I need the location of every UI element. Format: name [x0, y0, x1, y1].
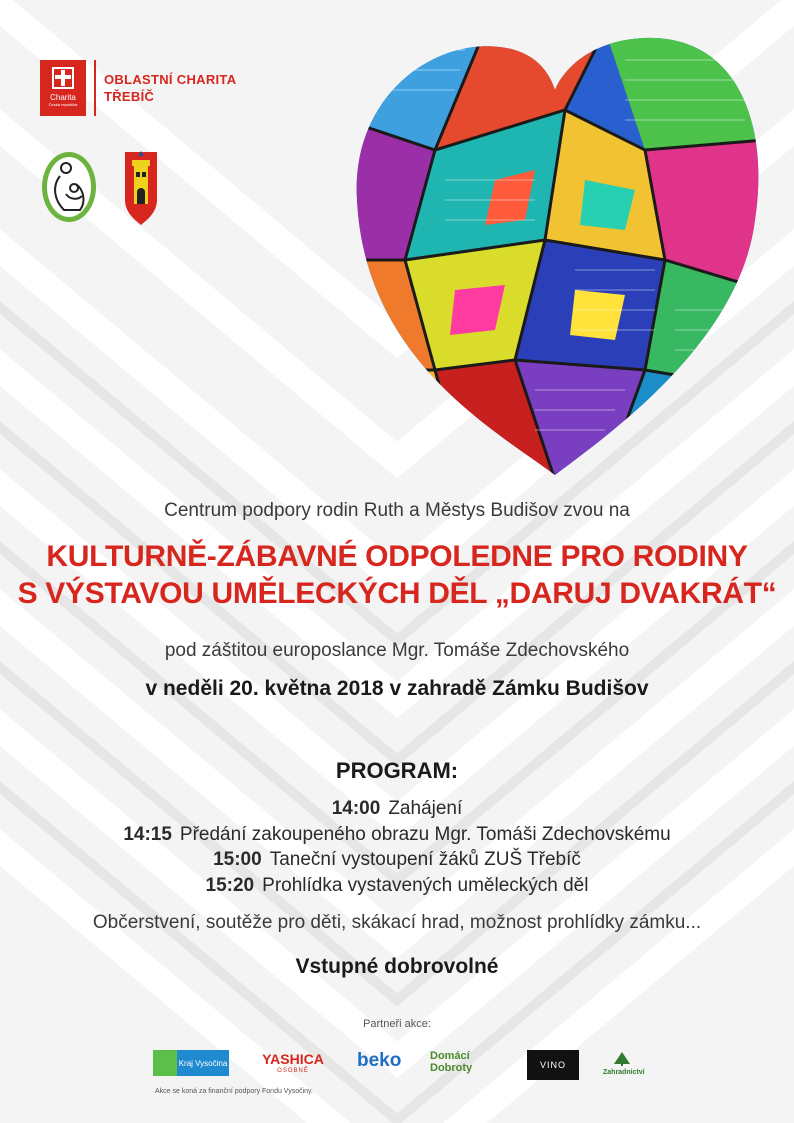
charita-mark-text: Charita: [50, 93, 76, 102]
yashica-logo: [256, 1052, 330, 1075]
charita-logo: [40, 60, 236, 116]
event-headline: [0, 538, 794, 612]
headline-line1: KULTURNĚ-ZÁBAVNÉ ODPOLEDNE PRO RODINY: [46, 540, 748, 573]
zahradnictvi-logo: [603, 1052, 645, 1077]
yashica-subtext: OSOBNĚ: [277, 1068, 309, 1074]
kraj-vysocina-logo: [153, 1050, 229, 1076]
charita-name: [104, 71, 236, 105]
beko-logo: beko: [357, 1050, 402, 1071]
schedule-item: [0, 796, 794, 822]
charita-mark-subtext: Česká republika: [48, 102, 78, 107]
dobroty-text: Dobroty: [430, 1062, 473, 1074]
charita-mark: [40, 60, 86, 116]
schedule-item: [0, 822, 794, 848]
funding-note: Akce se koná za finanční podpory Fondu Vysočiny.: [155, 1088, 313, 1095]
event-date: v neděli 20. května 2018 v zahradě Zámku Budišov: [145, 677, 649, 700]
schedule-item: [0, 873, 794, 899]
schedule-item: [0, 847, 794, 873]
logo-divider: [94, 60, 96, 116]
entry-fee-line: Vstupné dobrovolné: [295, 955, 499, 978]
partners-label: Partneři akce:: [363, 1018, 431, 1030]
headline-line2: S VÝSTAVOU UMĚLECKÝCH DĚL „DARUJ DVAKRÁT“: [17, 577, 777, 610]
tree-icon: [612, 1052, 632, 1066]
schedule-text: Předání zakoupeného obrazu Mgr. Tomáši Zdechovskému: [179, 823, 671, 845]
schedule-text: Taneční vystoupení žáků ZUŠ Třebíč: [269, 849, 581, 870]
schedule-text: Prohlídka vystavených uměleckých děl: [262, 874, 589, 896]
charita-name-line1: OBLASTNÍ CHARITA: [104, 72, 237, 87]
ruth-center-logo: [40, 150, 98, 224]
schedule-time: 15:20: [205, 874, 255, 896]
domaci-text: Domácí: [430, 1050, 470, 1062]
domaci-dobroty-logo: [430, 1050, 500, 1074]
vino-logo: VINO: [527, 1050, 579, 1080]
schedule-time: 14:00: [331, 798, 381, 819]
cross-icon: [51, 66, 75, 90]
mosaic-heart-artwork: [345, 30, 765, 480]
program-schedule: [0, 796, 794, 898]
budisov-coat-of-arms: [124, 150, 158, 226]
partner-logos: [0, 1044, 794, 1084]
activities-line: Občerstvení, soutěže pro děti, skákací hrad, možnost prohlídky zámku...: [92, 912, 702, 933]
schedule-time: 15:00: [213, 849, 262, 870]
yashica-text: YASHICA: [262, 1051, 324, 1067]
charita-name-line2: TŘEBÍČ: [104, 89, 155, 104]
program-title: PROGRAM:: [335, 758, 459, 783]
zahradnictvi-text: Zahradnictví: [603, 1069, 645, 1076]
schedule-time: 14:15: [123, 823, 172, 845]
patronage-line: pod záštitou europoslance Mgr. Tomáše Zdechovského: [164, 640, 630, 661]
schedule-text: Zahájení: [388, 798, 463, 819]
invitation-line: Centrum podpory rodin Ruth a Městys Budišov zvou na: [164, 500, 630, 521]
kraj-vysocina-text: Kraj Vysočina: [178, 1058, 228, 1068]
